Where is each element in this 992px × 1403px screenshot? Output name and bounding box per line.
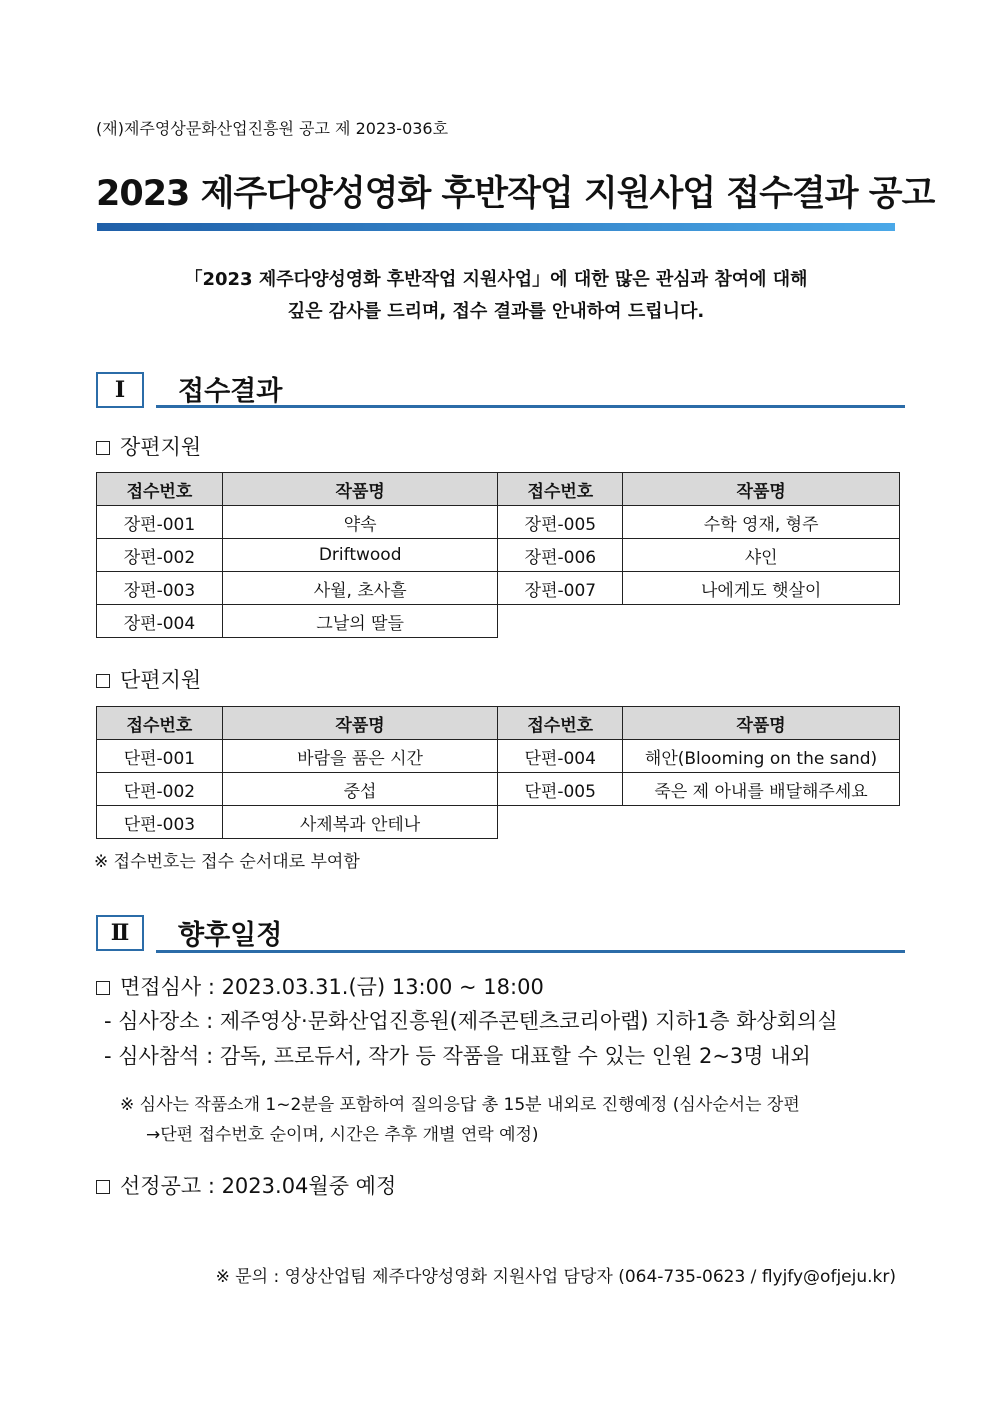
review-note-line-1: ※ 심사는 작품소개 1~2분을 포함하여 질의응답 총 15분 내외로 진행예정 (심사순서는 장편 (120, 1095, 800, 1115)
entry-title: 죽은 제 아내를 배달해주세요 (623, 773, 900, 806)
checkbox-square-icon (96, 441, 110, 455)
header-cell: 접수번호 (97, 707, 223, 740)
short-support-heading (96, 664, 201, 694)
entry-title: 그날의 딸들 (222, 605, 498, 638)
entry-title: Driftwood (222, 539, 498, 572)
section-2-title: 향후일정 (178, 920, 283, 951)
header-cell: 작품명 (623, 707, 900, 740)
selection-text: 선정공고 : 2023.04월중 예정 (120, 1174, 397, 1198)
short-table (96, 706, 900, 839)
entry-number: 단편-003 (97, 806, 223, 839)
entry-title: 해안(Blooming on the sand) (623, 740, 900, 773)
entry-title: 바람을 품은 시간 (222, 740, 498, 773)
table-row (97, 572, 900, 605)
entry-number: 장편-003 (97, 572, 223, 605)
header-cell: 작품명 (222, 707, 498, 740)
table-row (97, 773, 900, 806)
entry-number: 장편-007 (498, 572, 623, 605)
header-cell: 접수번호 (498, 707, 623, 740)
table-row (97, 539, 900, 572)
short-support-label: 단편지원 (120, 668, 202, 692)
table-row (97, 506, 900, 539)
empty-cell (498, 605, 623, 638)
numbering-note: ※ 접수번호는 접수 순서대로 부여함 (94, 852, 360, 872)
interview-text: 면접심사 : 2023.03.31.(금) 13:00 ~ 18:00 (120, 975, 544, 999)
feature-table (96, 472, 900, 638)
feature-support-label: 장편지원 (120, 435, 202, 459)
header-cell: 작품명 (623, 473, 900, 506)
header-cell: 접수번호 (97, 473, 223, 506)
checkbox-square-icon (96, 981, 110, 995)
announcement-number: (재)제주영상문화산업진흥원 공고 제 2023-036호 (96, 119, 449, 138)
entry-title: 약속 (222, 506, 498, 539)
entry-number: 단편-004 (498, 740, 623, 773)
entry-title: 수학 영재, 형주 (623, 506, 900, 539)
title-underline (97, 223, 895, 231)
table-header-row (97, 473, 900, 506)
intro-line-1: 「2023 제주다양성영화 후반작업 지원사업」에 대한 많은 관심과 참여에 대해 (184, 269, 808, 290)
contact-info: ※ 문의 : 영상산업팀 제주다양성영화 지원사업 담당자 (064-735-0623 / flyjfy@ofjeju.kr) (215, 1267, 896, 1287)
header-cell: 접수번호 (498, 473, 623, 506)
entry-number: 장편-004 (97, 605, 223, 638)
entry-number: 단편-001 (97, 740, 223, 773)
entry-number: 장편-001 (97, 506, 223, 539)
entry-number: 장편-006 (498, 539, 623, 572)
section-1-numeral: Ⅰ (96, 372, 144, 408)
empty-cell (498, 806, 623, 839)
entry-title: 샤인 (623, 539, 900, 572)
entry-title: 사월, 초사흘 (222, 572, 498, 605)
review-note (120, 1090, 900, 1150)
entry-number: 장편-005 (498, 506, 623, 539)
intro-text (96, 264, 896, 328)
review-note-line-2: →단편 접수번호 순이며, 시간은 추후 개별 연락 예정) (146, 1125, 539, 1145)
section-2-numeral: Ⅱ (96, 915, 144, 951)
entry-number: 단편-005 (498, 773, 623, 806)
entry-title: 중섭 (222, 773, 498, 806)
interview-schedule (96, 971, 544, 1001)
feature-support-heading (96, 431, 201, 461)
entry-title: 사제복과 안테나 (222, 806, 498, 839)
entry-number: 단편-002 (97, 773, 223, 806)
section-1-title: 접수결과 (178, 376, 283, 407)
checkbox-square-icon (96, 1180, 110, 1194)
entry-number: 장편-002 (97, 539, 223, 572)
entry-title: 나에게도 햇살이 (623, 572, 900, 605)
attendees-line: - 심사참석 : 감독, 프로듀서, 작가 등 작품을 대표할 수 있는 인원 2~3명 내외 (104, 1044, 811, 1068)
empty-cell (623, 605, 900, 638)
intro-line-2: 깊은 감사를 드리며, 접수 결과를 안내하여 드립니다. (287, 301, 705, 322)
header-cell: 작품명 (222, 473, 498, 506)
table-row (97, 605, 900, 638)
checkbox-square-icon (96, 674, 110, 688)
table-row (97, 740, 900, 773)
venue-line: - 심사장소 : 제주영상·문화산업진흥원(제주콘텐츠코리아랩) 지하1층 화상회의실 (104, 1009, 838, 1033)
table-row (97, 806, 900, 839)
selection-schedule (96, 1170, 396, 1200)
page-title: 2023 제주다양성영화 후반작업 지원사업 접수결과 공고 (96, 174, 935, 214)
table-header-row (97, 707, 900, 740)
empty-cell (623, 806, 900, 839)
